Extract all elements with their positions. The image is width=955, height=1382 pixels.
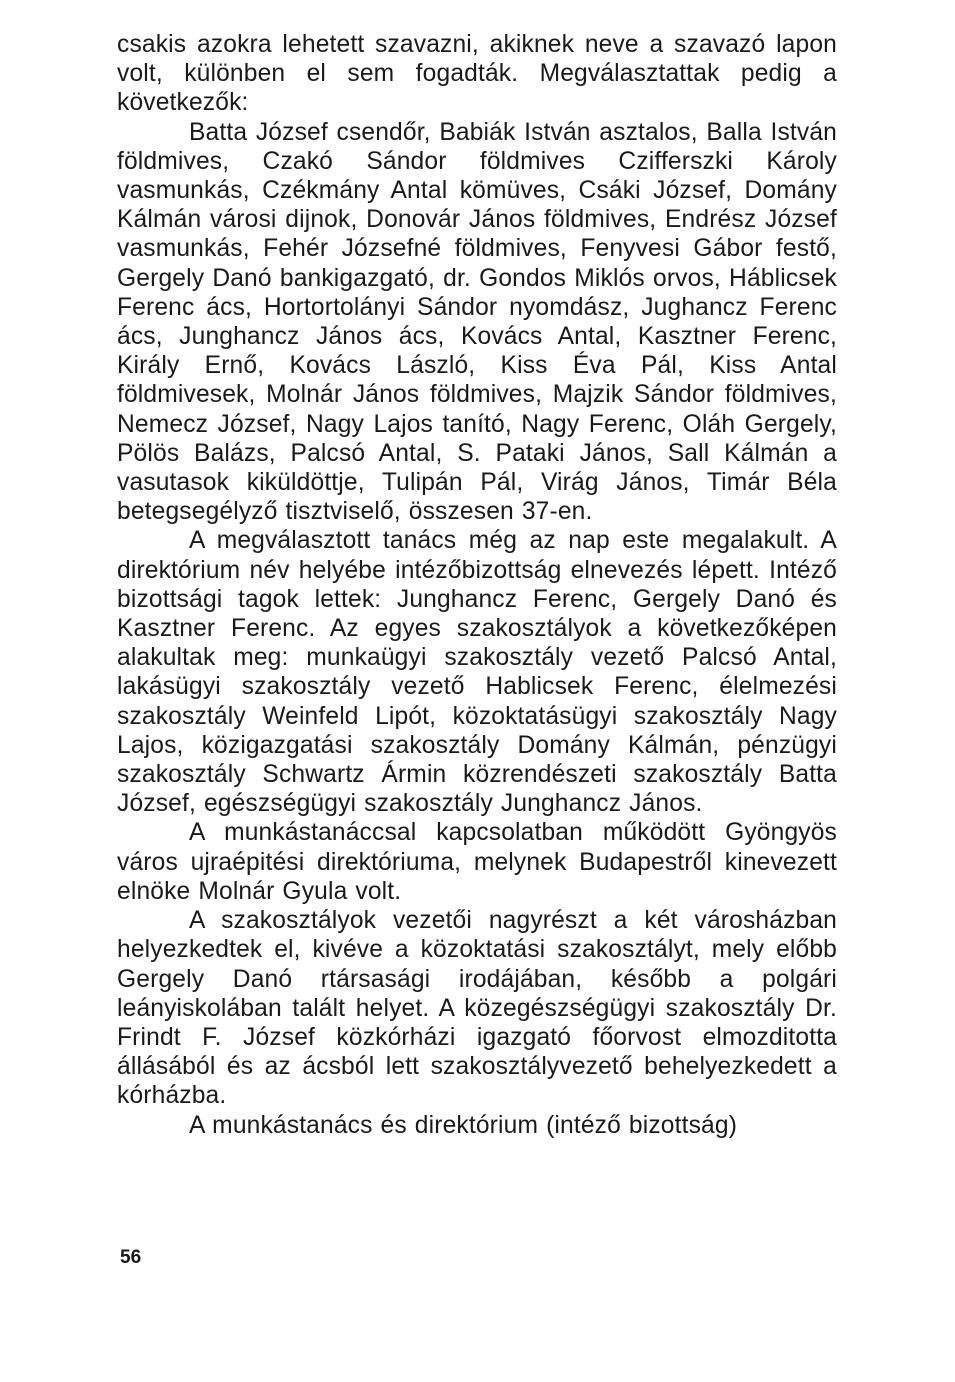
page-body: [117, 30, 837, 1140]
page-number: 56: [120, 1247, 142, 1268]
paragraph-4: A munkástanáccsal kapcsolatban működött Gyöngyös város ujraépitési direktóriuma, melynek Budapestről kinevezett elnöke Molnár Gyula volt.: [117, 819, 837, 905]
paragraph-3: A megválasztott tanács még az nap este megalakult. A direktórium név helyébe intézőbizottság elnevezés lépett. Intéző bizottsági tagok lettek: Junghancz Ferenc, Gergely Danó és Kasztner Ferenc. Az egyes szakosztályok a következőképen alakultak meg: munkaügyi szakosztály vezető Palcsó Antal, lakásügyi szakosztály vezető Hablicsek Ferenc, élelmezési szakosztály Weinfeld Lipót, közoktatásügyi szakosztály Nagy Lajos, közigazgatási szakosztály Domány Kálmán, pénzügyi szakosztály Schwartz Ármin közrendészeti szakosztály Batta József, egészségügyi szakosztály Junghancz János.: [117, 527, 837, 818]
paragraph-2: Batta József csendőr, Babiák István asztalos, Balla István földmives, Czakó Sándor földmives Czifferszki Károly vasmunkás, Czékmány Antal kömüves, Csáki József, Domány Kálmán városi dijnok, Donovár János földmives, Endrész József vasmunkás, Fehér Józsefné földmives, Fenyvesi Gábor festő, Gergely Danó bankigazgató, dr. Gondos Miklós orvos, Háblicsek Ferenc ács, Hortortolányi Sándor nyomdász, Jughancz Ferenc ács, Junghancz János ács, Kovács Antal, Kasztner Ferenc, Király Ernő, Kovács László, Kiss Éva Pál, Kiss Antal földmivesek, Molnár János földmives, Majzik Sándor földmives, Nemecz József, Nagy Lajos tanító, Nagy Ferenc, Oláh Gergely, Pölös Balázs, Palcsó Antal, S. Pataki János, Sall Kálmán a vasutasok kiküldöttje, Tulipán Pál, Virág János, Timár Béla betegsegélyző tisztviselő, összesen 37-en.: [117, 118, 837, 526]
paragraph-5: A szakosztályok vezetői nagyrészt a két városházban helyezkedtek el, kivéve a közoktatási szakosztályt, mely előbb Gergely Danó rtársasági irodájában, később a polgári leányiskolában talált helyet. A közegészségügyi szakosztály Dr. Frindt F. József közkórházi igazgató főorvost elmozditotta állásából és az ácsból lett szakosztályvezető behelyezkedett a kórházba.: [117, 907, 837, 1110]
paragraph-6: A munkástanács és direktórium (intéző bizottság): [189, 1111, 738, 1139]
paragraph-1: csakis azokra lehetett szavazni, akiknek neve a szavazó lapon volt, különben el sem fogadták. Megválasztattak pedig a következők:: [117, 31, 837, 117]
